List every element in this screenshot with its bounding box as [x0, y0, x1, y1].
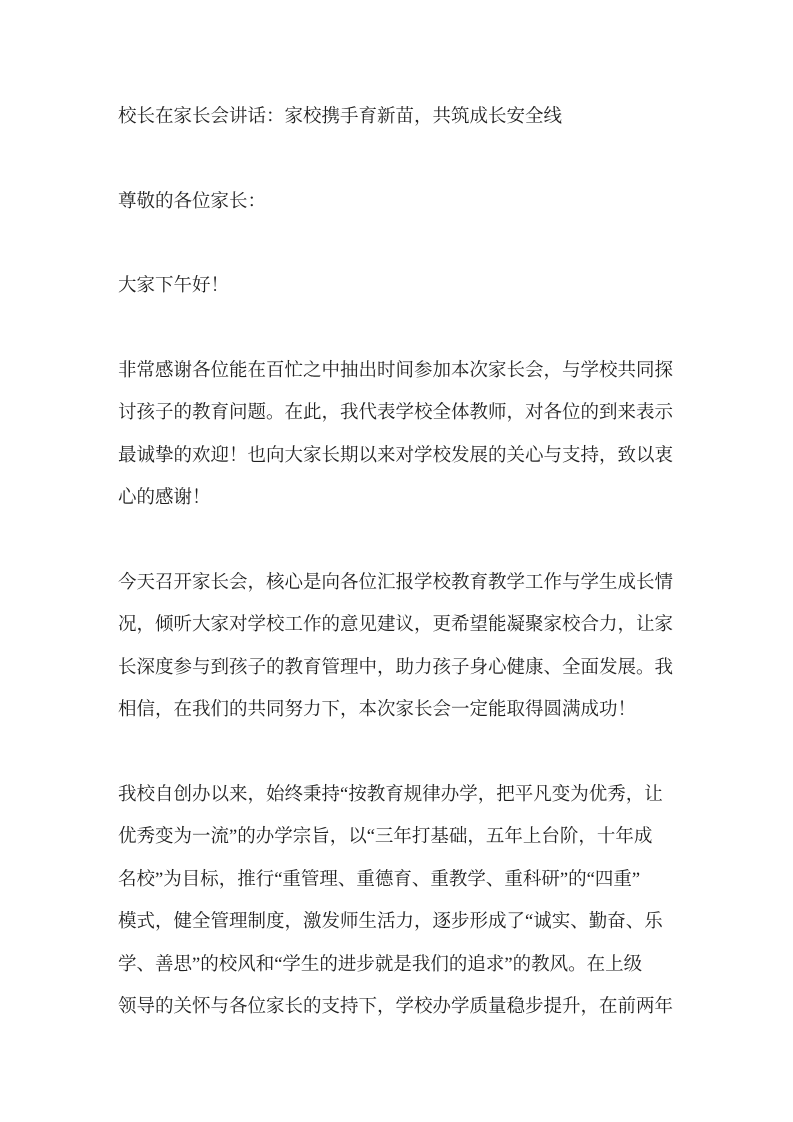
title-line: 校长在家长会讲话：家校携手育新苗，共筑成长安全线 [118, 107, 563, 127]
salutation [118, 181, 680, 224]
text-line: 相信，在我们的共同努力下，本次家长会一定能取得圆满成功！ [118, 700, 637, 720]
text-line: 今天召开家长会，核心是向各位汇报学校教育教学工作与学生成长情 [118, 572, 674, 593]
document-title [118, 96, 680, 139]
text-line: 优秀变为一流”的办学宗旨，以“三年打基础，五年上台阶，十年成 [118, 827, 653, 847]
text-line: 名校”为目标，推行“重管理、重德育、重教学、重科研”的“四重” [118, 869, 641, 890]
paragraph-school-intro [118, 774, 680, 1029]
text-line: 心的感谢！ [118, 488, 211, 508]
greeting [118, 265, 680, 308]
text-line: 领导的关怀与各位家长的支持下，学校办学质量稳步提升，在前两年 [118, 997, 674, 1017]
paragraph-purpose [118, 562, 680, 732]
text-line: 学、善思”的校风和“学生的进步就是我们的追求”的教风。在上级 [118, 954, 643, 975]
document-paragraphs [118, 181, 680, 1029]
text-line: 最诚挚的欢迎！也向大家长期以来对学校发展的关心与支持，致以衷 [118, 445, 674, 466]
text-line: 况，倾听大家对学校工作的意见建议，更希望能凝聚家校合力，让家 [118, 615, 674, 635]
text-line: 长深度参与到孩子的教育管理中，助力孩子身心健康、全面发展。我 [118, 657, 674, 678]
text-line: 讨孩子的教育问题。在此，我代表学校全体教师，对各位的到来表示 [118, 403, 674, 423]
text-line: 尊敬的各位家长： [118, 191, 267, 212]
text-line: 非常感谢各位能在百忙之中抽出时间参加本次家长会，与学校共同探 [118, 360, 674, 381]
text-line: 我校自创办以来，始终秉持“按教育规律办学，把平凡变为优秀，让 [118, 784, 663, 805]
paragraph-thanks [118, 350, 680, 520]
text-line: 模式，健全管理制度，激发师生活力，逐步形成了“诚实、勤奋、乐 [118, 912, 663, 932]
document-content [118, 96, 680, 1071]
text-line: 大家下午好！ [118, 276, 230, 296]
